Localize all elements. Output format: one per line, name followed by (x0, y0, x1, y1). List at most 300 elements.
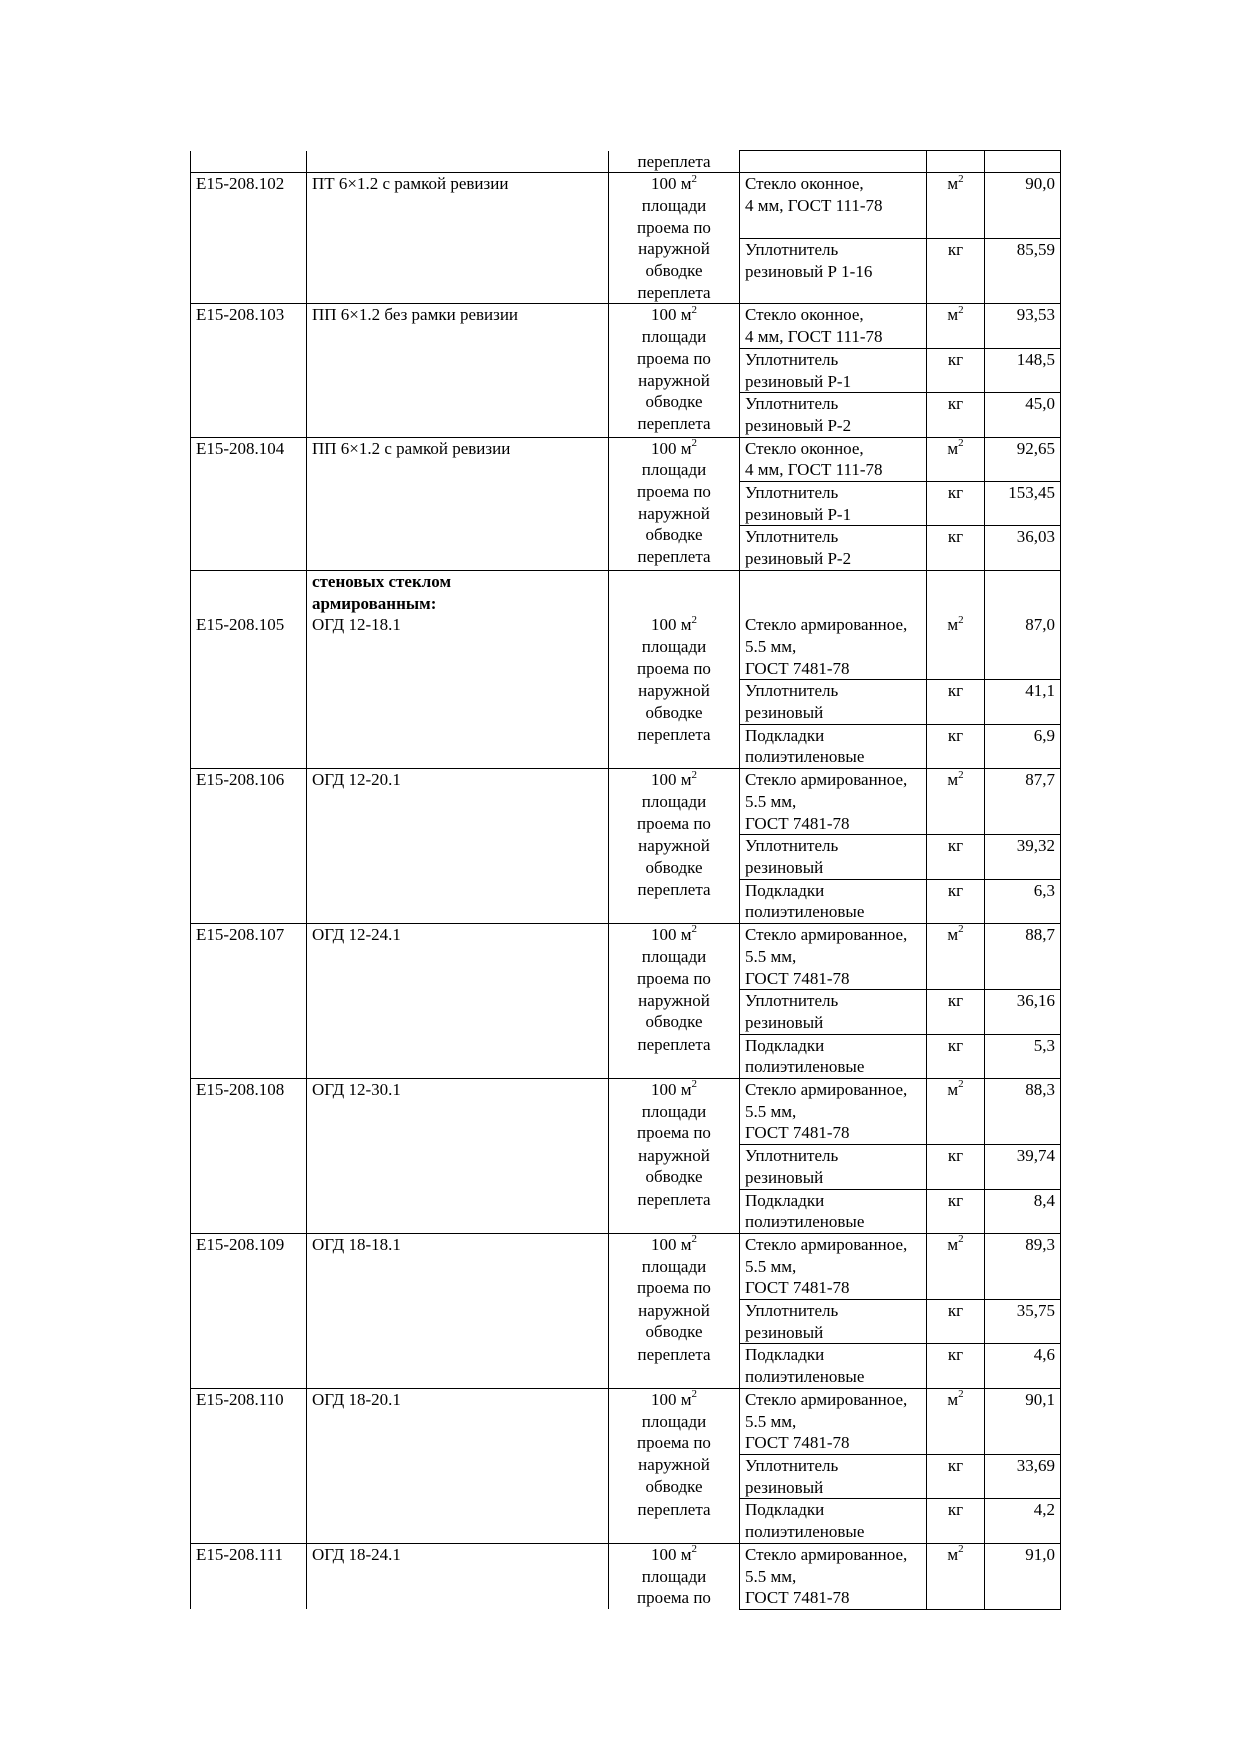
norms-table (190, 150, 1061, 1610)
material-name: Стекло армированное, (745, 1234, 908, 1254)
norm-name: ОГД 12-20.1 (312, 770, 401, 790)
material-name: резиновый Р-2 (745, 415, 852, 435)
meter-text: 100 $м^2$ (650, 303, 697, 325)
empty-cell (985, 151, 1061, 173)
material-name: 5.5 мм, (745, 946, 797, 966)
code-cell (191, 151, 307, 173)
unit-value: кг (947, 991, 964, 1011)
code-cell (191, 1543, 307, 1609)
norm-code: Е15-208.109 (196, 1234, 285, 1254)
material-name: Уплотнитель (745, 527, 839, 547)
material-name: полиэтиленовые (745, 1057, 865, 1077)
quantity-cell (985, 1300, 1061, 1344)
material-name: Подкладки (745, 1190, 825, 1210)
meter-text: проема по (637, 1278, 711, 1298)
unit-cell (927, 1233, 985, 1299)
empty-cell (740, 570, 927, 614)
unit-cell (927, 990, 985, 1034)
meter-text: проема по (637, 217, 711, 237)
name-cell (307, 769, 609, 924)
norm-code: Е15-208.110 (196, 1389, 284, 1409)
meter-cell (609, 151, 740, 173)
material-name-cell (740, 879, 927, 923)
meter-text: обводке (645, 1012, 703, 1032)
table-row (191, 437, 1061, 481)
meter-text: переплета (637, 151, 711, 171)
unit-cell (927, 437, 985, 481)
code-cell (191, 1233, 307, 1388)
material-name: Уплотнитель (745, 349, 839, 369)
meter-cell (609, 879, 740, 923)
unit-value: кг (947, 1500, 964, 1520)
meter-cell (609, 924, 740, 990)
material-name-cell (740, 526, 927, 570)
meter-text: площади (641, 791, 707, 811)
material-name: Подкладки (745, 1345, 825, 1365)
material-name: резиновый Р 1-16 (745, 261, 873, 281)
material-name-cell (740, 1499, 927, 1543)
material-name: 5.5 мм, (745, 1411, 797, 1431)
quantity-cell (985, 835, 1061, 879)
meter-cell (609, 304, 740, 437)
unit-cell (927, 1145, 985, 1189)
material-name: ГОСТ 7481-78 (745, 1588, 850, 1608)
quantity-cell (985, 1189, 1061, 1233)
material-name: резиновый Р-2 (745, 549, 852, 569)
quantity-value: 36,03 (1016, 527, 1055, 547)
norm-name: ПТ 6×1.2 с рамкой ревизии (312, 174, 509, 194)
material-name-cell (740, 924, 927, 990)
meter-text: обводке (645, 392, 703, 412)
meter-cell (609, 769, 740, 835)
quantity-cell (985, 1145, 1061, 1189)
material-name-cell (740, 724, 927, 768)
section-heading (307, 570, 609, 614)
meter-text: площади (641, 460, 707, 480)
material-name: 5.5 мм, (745, 791, 797, 811)
quantity-cell (985, 1079, 1061, 1145)
code-cell (191, 614, 307, 768)
material-name-cell (740, 990, 927, 1034)
unit-cell (927, 724, 985, 768)
name-cell (307, 304, 609, 437)
meter-text: наружной (638, 990, 710, 1010)
material-name: Уплотнитель (745, 1301, 839, 1321)
section-heading-text: стеновых стеклом (312, 571, 452, 591)
quantity-cell (985, 1388, 1061, 1454)
quantity-value: 93,53 (1016, 305, 1055, 325)
quantity-cell (985, 304, 1061, 348)
meter-text: обводке (645, 1477, 703, 1497)
material-name-cell (740, 482, 927, 526)
unit-value: $м^2$ (947, 613, 964, 635)
quantity-cell (985, 724, 1061, 768)
material-name: ГОСТ 7481-78 (745, 1433, 850, 1453)
table-row (191, 1079, 1061, 1145)
unit-cell (927, 879, 985, 923)
meter-text: переплета (637, 880, 711, 900)
material-name: полиэтиленовые (745, 902, 865, 922)
material-name: Стекло армированное, (745, 1080, 908, 1100)
norm-code: Е15-208.108 (196, 1080, 285, 1100)
quantity-value: 91,0 (1025, 1544, 1055, 1564)
unit-value: $м^2$ (947, 923, 964, 945)
quantity-cell (985, 680, 1061, 724)
material-name: Стекло армированное, (745, 770, 908, 790)
meter-cell (609, 1233, 740, 1299)
quantity-cell (985, 769, 1061, 835)
quantity-cell (985, 437, 1061, 481)
document-page (190, 150, 1060, 1610)
meter-text: площади (641, 1101, 707, 1121)
unit-value: кг (947, 1301, 964, 1321)
material-name: резиновый Р-1 (745, 504, 852, 524)
meter-text: обводке (645, 525, 703, 545)
material-name-cell (740, 1233, 927, 1299)
quantity-value: 90,0 (1025, 174, 1055, 194)
unit-cell (927, 924, 985, 990)
meter-text: обводке (645, 1167, 703, 1187)
material-name: полиэтиленовые (745, 747, 865, 767)
quantity-value: 4,6 (1033, 1345, 1055, 1365)
material-name: ГОСТ 7481-78 (745, 968, 850, 988)
quantity-value: 4,2 (1033, 1500, 1055, 1520)
quantity-cell (985, 990, 1061, 1034)
meter-text: переплета (637, 413, 711, 433)
material-name-cell (740, 1454, 927, 1498)
meter-text: проема по (637, 968, 711, 988)
unit-cell (927, 1454, 985, 1498)
unit-value: $м^2$ (947, 303, 964, 325)
norm-name: ОГД 18-18.1 (312, 1234, 401, 1254)
meter-text: проема по (637, 1588, 711, 1608)
quantity-value: 6,3 (1033, 880, 1055, 900)
unit-cell (927, 393, 985, 437)
material-name: 5.5 мм, (745, 1566, 797, 1586)
section-heading-text: армированным: (312, 593, 437, 613)
name-cell (307, 924, 609, 1079)
material-name: полиэтиленовые (745, 1522, 865, 1542)
code-cell (191, 769, 307, 924)
meter-cell (609, 1189, 740, 1233)
material-name-cell (740, 1145, 927, 1189)
material-name: Стекло армированное, (745, 925, 908, 945)
material-name: ГОСТ 7481-78 (745, 1278, 850, 1298)
material-name-cell (740, 393, 927, 437)
quantity-cell (985, 238, 1061, 304)
meter-text: 100 $м^2$ (650, 613, 697, 635)
material-name-cell (740, 173, 927, 239)
section-heading-row (191, 570, 1061, 614)
meter-cell (609, 1034, 740, 1078)
meter-cell (609, 614, 740, 680)
meter-cell (609, 1344, 740, 1388)
empty-cell (740, 151, 927, 173)
name-cell (307, 1233, 609, 1388)
material-name: резиновый Р-1 (745, 371, 852, 391)
norm-code: Е15-208.107 (196, 925, 285, 945)
unit-value: кг (947, 1146, 964, 1166)
material-name: Уплотнитель (745, 1146, 839, 1166)
name-cell (307, 437, 609, 570)
quantity-cell (985, 614, 1061, 680)
quantity-value: 33,69 (1016, 1455, 1055, 1475)
meter-text: 100 $м^2$ (650, 1233, 697, 1254)
meter-text: переплета (637, 1035, 711, 1055)
material-name-cell (740, 1189, 927, 1233)
meter-text: переплета (637, 547, 711, 567)
meter-text: проема по (637, 658, 711, 678)
material-name: Стекло оконное, (745, 305, 864, 325)
table-row (191, 924, 1061, 990)
material-name: Подкладки (745, 880, 825, 900)
material-name: резиновый (745, 858, 824, 877)
unit-value: кг (947, 1190, 964, 1210)
unit-cell (927, 769, 985, 835)
quantity-value: 87,7 (1025, 770, 1055, 790)
empty-cell (927, 570, 985, 614)
material-name: резиновый (745, 1322, 824, 1342)
norm-name: ПП 6×1.2 без рамки ревизии (312, 305, 519, 325)
meter-cell (609, 437, 740, 570)
material-name-cell (740, 304, 927, 348)
code-cell (191, 1079, 307, 1234)
table-row (191, 614, 1061, 680)
material-name-cell (740, 680, 927, 724)
unit-cell (927, 348, 985, 392)
material-name: Подкладки (745, 725, 825, 745)
material-name: 5.5 мм, (745, 636, 797, 656)
norm-name: ОГД 12-30.1 (312, 1080, 401, 1100)
unit-cell (927, 680, 985, 724)
name-cell (307, 1543, 609, 1609)
material-name-cell (740, 1079, 927, 1145)
material-name: Подкладки (745, 1035, 825, 1055)
material-name: Уплотнитель (745, 394, 839, 414)
quantity-value: 39,32 (1016, 836, 1055, 856)
meter-text: 100 $м^2$ (650, 436, 697, 458)
code-cell (191, 437, 307, 570)
material-name-cell (740, 1034, 927, 1078)
material-name: Уплотнитель (745, 836, 839, 856)
unit-value: $м^2$ (947, 1233, 964, 1254)
unit-value: кг (947, 725, 964, 745)
material-name: Стекло армированное, (745, 615, 908, 635)
code-cell (191, 173, 307, 304)
name-cell (307, 1388, 609, 1543)
quantity-value: 8,4 (1033, 1190, 1055, 1210)
quantity-value: 6,9 (1033, 725, 1055, 745)
code-cell (191, 304, 307, 437)
name-cell (307, 151, 609, 173)
quantity-cell (985, 393, 1061, 437)
material-name-cell (740, 437, 927, 481)
quantity-cell (985, 348, 1061, 392)
table-row (191, 151, 1061, 173)
table-row (191, 769, 1061, 835)
norm-code: Е15-208.103 (196, 305, 285, 325)
table-row (191, 1543, 1061, 1609)
meter-cell (609, 835, 740, 879)
material-name-cell (740, 1300, 927, 1344)
meter-text: переплета (637, 282, 711, 302)
material-name: Уплотнитель (745, 1455, 839, 1475)
quantity-cell (985, 526, 1061, 570)
unit-value: $м^2$ (947, 1078, 964, 1100)
material-name: Уплотнитель (745, 991, 839, 1011)
meter-text: наружной (638, 680, 710, 700)
quantity-value: 148,5 (1016, 349, 1055, 369)
unit-cell (927, 1079, 985, 1145)
material-name: 4 мм, ГОСТ 111-78 (745, 460, 883, 480)
material-name-cell (740, 769, 927, 835)
material-name: ГОСТ 7481-78 (745, 813, 850, 833)
quantity-value: 88,7 (1025, 925, 1055, 945)
quantity-cell (985, 482, 1061, 526)
material-name-cell (740, 1388, 927, 1454)
meter-cell (609, 680, 740, 724)
material-name: Уплотнитель (745, 239, 839, 259)
meter-text: обводке (645, 1322, 703, 1342)
unit-value: $м^2$ (947, 436, 964, 458)
meter-cell (609, 1300, 740, 1344)
meter-text: наружной (638, 503, 710, 523)
meter-text: площади (641, 1566, 707, 1586)
material-name: резиновый (745, 1477, 824, 1497)
empty-cell (985, 570, 1061, 614)
quantity-value: 90,1 (1025, 1389, 1055, 1409)
quantity-cell (985, 1454, 1061, 1498)
material-name: Стекло армированное, (745, 1389, 908, 1409)
unit-cell (927, 1344, 985, 1388)
quantity-cell (985, 1233, 1061, 1299)
unit-value: кг (947, 681, 964, 701)
norm-code: Е15-208.111 (196, 1544, 284, 1564)
norm-code: Е15-208.102 (196, 174, 285, 194)
quantity-value: 36,16 (1016, 991, 1055, 1011)
material-name: резиновый (745, 1167, 824, 1187)
unit-cell (927, 238, 985, 304)
unit-value: $м^2$ (947, 768, 964, 790)
material-name: Уплотнитель (745, 483, 839, 503)
norm-code: Е15-208.106 (196, 770, 285, 790)
quantity-value: 87,0 (1025, 615, 1055, 635)
material-name: Подкладки (745, 1500, 825, 1520)
meter-text: переплета (637, 1344, 711, 1364)
material-name: ГОСТ 7481-78 (745, 658, 850, 678)
meter-cell (609, 1543, 740, 1609)
material-name: 4 мм, ГОСТ 111-78 (745, 195, 883, 215)
meter-text: 100 $м^2$ (650, 1543, 697, 1564)
quantity-value: 39,74 (1016, 1146, 1055, 1166)
meter-text: наружной (638, 1455, 710, 1475)
quantity-value: 5,3 (1033, 1035, 1055, 1055)
meter-text: проема по (637, 482, 711, 502)
unit-cell (927, 1034, 985, 1078)
unit-value: $м^2$ (947, 172, 964, 194)
unit-value: кг (947, 349, 964, 369)
material-name-cell (740, 614, 927, 680)
meter-text: проема по (637, 348, 711, 368)
quantity-cell (985, 1034, 1061, 1078)
quantity-cell (985, 1344, 1061, 1388)
material-name-cell (740, 1344, 927, 1388)
unit-cell (927, 1543, 985, 1609)
unit-cell (927, 1388, 985, 1454)
material-name: 4 мм, ГОСТ 111-78 (745, 327, 883, 347)
unit-value: кг (947, 880, 964, 900)
table-row (191, 304, 1061, 348)
meter-text: 100 $м^2$ (650, 923, 697, 945)
quantity-cell (985, 879, 1061, 923)
material-name-cell (740, 1543, 927, 1609)
unit-value: кг (947, 836, 964, 856)
table-row (191, 1388, 1061, 1454)
norm-code: Е15-208.104 (196, 438, 285, 458)
material-name: 5.5 мм, (745, 1256, 797, 1276)
material-name: полиэтиленовые (745, 1367, 865, 1387)
material-name-cell (740, 835, 927, 879)
name-cell (307, 173, 609, 304)
meter-cell (609, 1454, 740, 1498)
material-name: Стекло армированное, (745, 1544, 908, 1564)
unit-value: кг (947, 483, 964, 503)
material-name: Уплотнитель (745, 681, 839, 701)
material-name: резиновый (745, 1012, 824, 1032)
meter-cell (609, 1499, 740, 1543)
unit-cell (927, 173, 985, 239)
quantity-value: 45,0 (1025, 394, 1055, 414)
unit-value: $м^2$ (947, 1388, 964, 1409)
meter-text: переплета (637, 1499, 711, 1519)
meter-cell (609, 1388, 740, 1454)
meter-text: обводке (645, 261, 703, 281)
quantity-value: 92,65 (1016, 438, 1055, 458)
quantity-value: 153,45 (1008, 483, 1055, 503)
meter-text: наружной (638, 835, 710, 855)
meter-cell (609, 990, 740, 1034)
meter-text: 100 $м^2$ (650, 768, 697, 790)
meter-cell (609, 1079, 740, 1145)
meter-cell (609, 724, 740, 768)
meter-text: 100 $м^2$ (650, 1078, 697, 1100)
unit-value: $м^2$ (947, 1543, 964, 1564)
name-cell (307, 1079, 609, 1234)
meter-cell (609, 173, 740, 304)
meter-text: 100 $м^2$ (650, 172, 697, 194)
table-row (191, 1233, 1061, 1299)
meter-text: наружной (638, 1300, 710, 1320)
unit-cell (927, 1189, 985, 1233)
unit-value: кг (947, 394, 964, 414)
unit-cell (927, 1499, 985, 1543)
meter-text: переплета (637, 725, 711, 745)
meter-text: обводке (645, 702, 703, 722)
unit-value: кг (947, 527, 964, 547)
unit-value: кг (947, 1035, 964, 1055)
quantity-cell (985, 924, 1061, 990)
material-name-cell (740, 238, 927, 304)
meter-text: 100 $м^2$ (650, 1388, 697, 1409)
name-cell (307, 614, 609, 768)
meter-text: наружной (638, 239, 710, 259)
empty-cell (927, 151, 985, 173)
quantity-value: 85,59 (1016, 239, 1055, 259)
meter-text: проема по (637, 1433, 711, 1453)
quantity-value: 35,75 (1016, 1301, 1055, 1321)
meter-text: наружной (638, 370, 710, 390)
norm-code: Е15-208.105 (196, 615, 285, 635)
